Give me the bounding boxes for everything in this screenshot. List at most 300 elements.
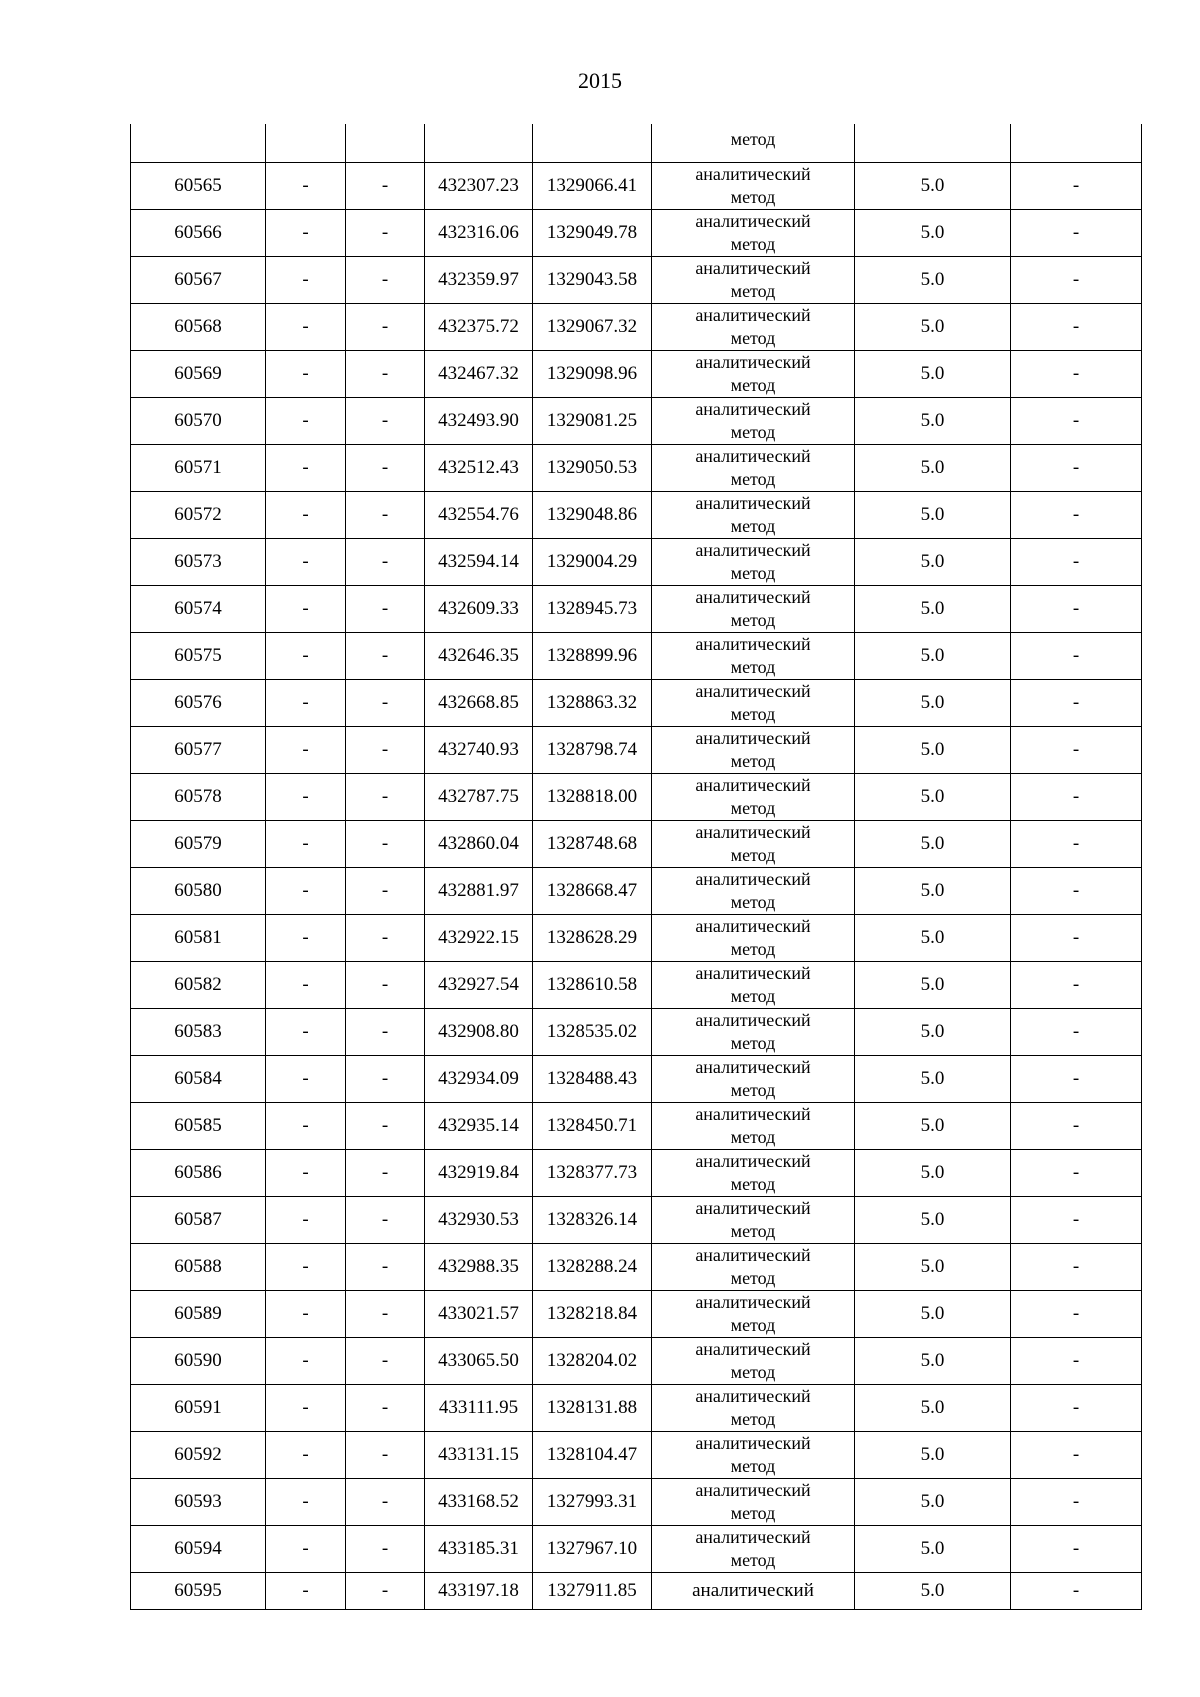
cell-id: 60568: [131, 303, 266, 350]
cell-accuracy: 5.0: [855, 1478, 1011, 1525]
cell-col2: -: [266, 1055, 346, 1102]
table-body: [131, 124, 1142, 1609]
method-line-2: метод: [730, 233, 776, 254]
cell-col8: -: [1011, 1055, 1142, 1102]
cell-x: 432935.14: [425, 1102, 533, 1149]
cell-col2: -: [266, 820, 346, 867]
table-row: [131, 1008, 1142, 1055]
method-line-1: аналитический: [695, 1526, 811, 1547]
cell-accuracy: 5.0: [855, 209, 1011, 256]
cell-accuracy: 5.0: [855, 961, 1011, 1008]
cell-y: 1327967.10: [533, 1525, 652, 1572]
method-text: [695, 1385, 810, 1431]
method-line-2: метод: [730, 1314, 776, 1335]
cell-accuracy: 5.0: [855, 350, 1011, 397]
cell-id: 60587: [131, 1196, 266, 1243]
cell-x: 432740.93: [425, 726, 533, 773]
cell-col3: -: [346, 1149, 425, 1196]
method-text: [695, 398, 810, 444]
table-row: [131, 350, 1142, 397]
cell-method: [652, 256, 855, 303]
cell-col8: -: [1011, 1243, 1142, 1290]
method-text: [695, 821, 810, 867]
cell-method: [652, 1008, 855, 1055]
method-line-1: аналитический: [695, 727, 811, 748]
cell-method: [652, 209, 855, 256]
cell-accuracy: 5.0: [855, 820, 1011, 867]
cell-col3: -: [346, 303, 425, 350]
method-text: [695, 257, 810, 303]
cell-col3: -: [346, 491, 425, 538]
cell-method: [652, 773, 855, 820]
cell-col8: -: [1011, 209, 1142, 256]
cell-col2: -: [266, 1196, 346, 1243]
cell-x: 432668.85: [425, 679, 533, 726]
method-line-2: метод: [730, 797, 776, 818]
method-text: [695, 539, 810, 585]
cell-y: 1328818.00: [533, 773, 652, 820]
cell-col3: -: [346, 256, 425, 303]
cell-x: 432316.06: [425, 209, 533, 256]
method-line-2: метод: [730, 562, 776, 583]
cell-y: 1328326.14: [533, 1196, 652, 1243]
cell-col8: -: [1011, 350, 1142, 397]
method-line-1: аналитический: [695, 633, 811, 654]
cell-accuracy: 5.0: [855, 397, 1011, 444]
cell-x: 433168.52: [425, 1478, 533, 1525]
cell-y: 1329050.53: [533, 444, 652, 491]
method-text: [695, 1479, 810, 1525]
cell-x: 432512.43: [425, 444, 533, 491]
cell-col3: -: [346, 1572, 425, 1609]
cell-col2: -: [266, 491, 346, 538]
cell-col3: -: [346, 1431, 425, 1478]
cell-accuracy: 5.0: [855, 914, 1011, 961]
cell-method: [652, 303, 855, 350]
method-line-1: аналитический: [695, 1479, 811, 1500]
method-line-2: метод: [730, 1220, 776, 1241]
cell-y: 1328488.43: [533, 1055, 652, 1102]
cell-method: [652, 1196, 855, 1243]
cell-method: [652, 397, 855, 444]
cell-col2: -: [266, 1008, 346, 1055]
cell-col2: -: [266, 1384, 346, 1431]
cell-col2: -: [266, 162, 346, 209]
cell-col8: -: [1011, 726, 1142, 773]
method-line-2: метод: [730, 844, 776, 865]
cell-col2: -: [266, 209, 346, 256]
cell-col2: -: [266, 538, 346, 585]
method-text: [695, 868, 810, 914]
method-text: [695, 351, 810, 397]
method-text: [695, 1432, 810, 1478]
table-row: [131, 867, 1142, 914]
page-number: 2015: [578, 68, 622, 93]
method-line-2: метод: [730, 985, 776, 1006]
cell-col3: -: [346, 1008, 425, 1055]
cell-id: 60581: [131, 914, 266, 961]
cell-method: [652, 726, 855, 773]
method-text: [695, 1150, 810, 1196]
table-row: [131, 1055, 1142, 1102]
cell-y: 1328218.84: [533, 1290, 652, 1337]
cell-accuracy: 5.0: [855, 867, 1011, 914]
cell-y: 1328131.88: [533, 1384, 652, 1431]
method-line-1: аналитический: [695, 1385, 811, 1406]
method-text: [695, 962, 810, 1008]
cell-x: 432930.53: [425, 1196, 533, 1243]
table-row: [131, 1337, 1142, 1384]
method-line-1: аналитический: [695, 398, 811, 419]
method-line-2: метод: [730, 515, 776, 536]
cell-x: 432359.97: [425, 256, 533, 303]
cell-id: 60577: [131, 726, 266, 773]
cell-col3: -: [346, 209, 425, 256]
method-line-1: аналитический: [695, 680, 811, 701]
cell-col8: -: [1011, 491, 1142, 538]
method-text: [695, 1244, 810, 1290]
cell-accuracy: 5.0: [855, 679, 1011, 726]
cell-col2: -: [266, 867, 346, 914]
table-row: [131, 397, 1142, 444]
cell-x: 433131.15: [425, 1431, 533, 1478]
cell-col3: -: [346, 679, 425, 726]
table-row: [131, 538, 1142, 585]
cell-col2: -: [266, 961, 346, 1008]
cell-col3: -: [346, 585, 425, 632]
cell-x: 432594.14: [425, 538, 533, 585]
cell-id: 60569: [131, 350, 266, 397]
cell-y: 1329048.86: [533, 491, 652, 538]
method-line-1: аналитический: [695, 1056, 811, 1077]
cell-col2: -: [266, 1478, 346, 1525]
cell-x: 432934.09: [425, 1055, 533, 1102]
cell-id: 60565: [131, 162, 266, 209]
cell-col2: -: [266, 1525, 346, 1572]
method-text: [695, 1338, 810, 1384]
cell-col3: -: [346, 773, 425, 820]
cell-y: 1328748.68: [533, 820, 652, 867]
cell-col8: -: [1011, 585, 1142, 632]
cell-id: 60574: [131, 585, 266, 632]
cell-x: 432307.23: [425, 162, 533, 209]
cell-x: 432881.97: [425, 867, 533, 914]
cell-id: 60595: [131, 1572, 266, 1609]
cell-col8: -: [1011, 1572, 1142, 1609]
cell-method: [652, 538, 855, 585]
cell-id: 60591: [131, 1384, 266, 1431]
table-row: [131, 209, 1142, 256]
cell-col3: -: [346, 632, 425, 679]
cell-col3: -: [346, 1243, 425, 1290]
method-line-1: аналитический: [695, 1103, 811, 1124]
method-text: [695, 586, 810, 632]
cell-id: 60592: [131, 1431, 266, 1478]
method-text: [695, 1103, 810, 1149]
method-line-1: аналитический: [695, 351, 811, 372]
method-line-1: аналитический: [695, 915, 811, 936]
cell-col2: -: [266, 679, 346, 726]
table-row: [131, 1431, 1142, 1478]
cell-y: 1328610.58: [533, 961, 652, 1008]
method-line-1: аналитический: [695, 163, 811, 184]
method-line-2: метод: [730, 1079, 776, 1100]
cell-accuracy: 5.0: [855, 1008, 1011, 1055]
method-line-2: метод: [730, 1361, 776, 1382]
method-text: [695, 1009, 810, 1055]
cell-col2: -: [266, 397, 346, 444]
method-text: [695, 304, 810, 350]
method-line-2: метод: [730, 468, 776, 489]
cell-method: [652, 867, 855, 914]
method-line-2: метод: [730, 656, 776, 677]
cell-col8: -: [1011, 1008, 1142, 1055]
cell-accuracy: 5.0: [855, 256, 1011, 303]
method-text: [695, 210, 810, 256]
cell-x: 432988.35: [425, 1243, 533, 1290]
cell-accuracy: 5.0: [855, 1149, 1011, 1196]
cell-method: [652, 444, 855, 491]
table-row: [131, 256, 1142, 303]
cell-accuracy: 5.0: [855, 491, 1011, 538]
method-line-1: аналитический: [695, 1150, 811, 1171]
cell-col8: -: [1011, 1290, 1142, 1337]
table-row: [131, 679, 1142, 726]
cell-y: 1327911.85: [533, 1572, 652, 1609]
cell-x: 432908.80: [425, 1008, 533, 1055]
table-row: [131, 1196, 1142, 1243]
cell-y: 1328204.02: [533, 1337, 652, 1384]
cell-method: [652, 914, 855, 961]
cell-col3: -: [346, 1055, 425, 1102]
method-line-1: аналитический: [695, 539, 811, 560]
cell-accuracy: 5.0: [855, 1055, 1011, 1102]
cell-id: 60590: [131, 1337, 266, 1384]
cell-col3: [346, 124, 425, 162]
cell-x: 433021.57: [425, 1290, 533, 1337]
table-row: [131, 444, 1142, 491]
cell-method: [652, 1337, 855, 1384]
cell-col3: -: [346, 444, 425, 491]
cell-col8: -: [1011, 256, 1142, 303]
cell-y: 1328104.47: [533, 1431, 652, 1478]
cell-y: 1328628.29: [533, 914, 652, 961]
cell-method: [652, 1243, 855, 1290]
cell-id: 60594: [131, 1525, 266, 1572]
cell-col3: -: [346, 867, 425, 914]
cell-col3: -: [346, 914, 425, 961]
cell-x: 432860.04: [425, 820, 533, 867]
cell-col8: -: [1011, 444, 1142, 491]
continuation-row: [131, 124, 1142, 162]
cell-col8: -: [1011, 1149, 1142, 1196]
cell-col8: -: [1011, 820, 1142, 867]
cell-accuracy: 5.0: [855, 1431, 1011, 1478]
method-line-1: аналитический: [695, 1432, 811, 1453]
method-line-2: метод: [730, 703, 776, 724]
cell-col2: [266, 124, 346, 162]
cell-y: 1328288.24: [533, 1243, 652, 1290]
method-line-1: аналитический: [695, 868, 811, 889]
table-row: [131, 726, 1142, 773]
cell-accuracy: 5.0: [855, 303, 1011, 350]
cell-accuracy: 5.0: [855, 585, 1011, 632]
cell-id: 60571: [131, 444, 266, 491]
cell-id: 60575: [131, 632, 266, 679]
cell-col8: -: [1011, 914, 1142, 961]
cell-accuracy: 5.0: [855, 1572, 1011, 1609]
cell-col8: -: [1011, 538, 1142, 585]
table-row: [131, 1384, 1142, 1431]
cell-col3: -: [346, 1525, 425, 1572]
cell-id: 60576: [131, 679, 266, 726]
method-tail-text: метод: [730, 129, 776, 149]
cell-method: [652, 820, 855, 867]
cell-method: [652, 1102, 855, 1149]
cell-col8: -: [1011, 867, 1142, 914]
method-line-2: метод: [730, 1549, 776, 1570]
cell-accuracy: 5.0: [855, 1102, 1011, 1149]
cell-accuracy: 5.0: [855, 1243, 1011, 1290]
cell-method: [652, 1149, 855, 1196]
cell-col8: -: [1011, 632, 1142, 679]
method-text: [695, 492, 810, 538]
cell-id: 60586: [131, 1149, 266, 1196]
table-row: [131, 632, 1142, 679]
cell-col8: -: [1011, 773, 1142, 820]
cell-col8: -: [1011, 1337, 1142, 1384]
cell-accuracy: 5.0: [855, 632, 1011, 679]
cell-y: [533, 124, 652, 162]
cell-y: 1328450.71: [533, 1102, 652, 1149]
cell-id: 60585: [131, 1102, 266, 1149]
cell-col2: -: [266, 632, 346, 679]
cell-x: 432493.90: [425, 397, 533, 444]
method-line-1: аналитический: [695, 1291, 811, 1312]
cell-method: [652, 1525, 855, 1572]
cell-col3: -: [346, 350, 425, 397]
cell-col3: -: [346, 1290, 425, 1337]
cell-id: 60572: [131, 491, 266, 538]
method-text: [695, 727, 810, 773]
cell-accuracy: 5.0: [855, 1384, 1011, 1431]
cell-x: 432787.75: [425, 773, 533, 820]
cell-id: [131, 124, 266, 162]
method-line-2: метод: [730, 280, 776, 301]
table-row: [131, 820, 1142, 867]
cell-col3: -: [346, 1337, 425, 1384]
cell-col8: -: [1011, 679, 1142, 726]
method-text: [695, 445, 810, 491]
cell-x: 432609.33: [425, 585, 533, 632]
method-line-2: метод: [730, 1267, 776, 1288]
cell-y: 1329098.96: [533, 350, 652, 397]
cell-col2: -: [266, 1337, 346, 1384]
cell-x: 433111.95: [425, 1384, 533, 1431]
cell-x: 432919.84: [425, 1149, 533, 1196]
table-row: [131, 1478, 1142, 1525]
cell-method: [652, 632, 855, 679]
table-row: [131, 773, 1142, 820]
cell-col8: -: [1011, 303, 1142, 350]
cell-id: 60580: [131, 867, 266, 914]
cell-accuracy: 5.0: [855, 1525, 1011, 1572]
cell-x: 433065.50: [425, 1337, 533, 1384]
method-line-1: аналитический: [695, 1338, 811, 1359]
method-line-2: метод: [730, 186, 776, 207]
method-text: [695, 915, 810, 961]
cell-col3: -: [346, 1196, 425, 1243]
method-line-2: метод: [730, 609, 776, 630]
cell-col8: -: [1011, 397, 1142, 444]
method-line-1: аналитический: [695, 492, 811, 513]
cell-y: 1329043.58: [533, 256, 652, 303]
cell-x: 432922.15: [425, 914, 533, 961]
cell-y: 1329049.78: [533, 209, 652, 256]
cell-col2: -: [266, 773, 346, 820]
cell-col2: -: [266, 1431, 346, 1478]
cell-col8: -: [1011, 1525, 1142, 1572]
cell-id: 60582: [131, 961, 266, 1008]
cell-col3: -: [346, 820, 425, 867]
table-row: [131, 1290, 1142, 1337]
cell-y: 1327993.31: [533, 1478, 652, 1525]
cell-x: 432646.35: [425, 632, 533, 679]
cell-method: [652, 1384, 855, 1431]
cell-accuracy: 5.0: [855, 1290, 1011, 1337]
cell-col2: -: [266, 1572, 346, 1609]
cell-col8: [1011, 124, 1142, 162]
table-row: [131, 303, 1142, 350]
method-line-1: аналитический: [695, 774, 811, 795]
cell-col2: -: [266, 444, 346, 491]
cell-accuracy: 5.0: [855, 162, 1011, 209]
table-row: [131, 914, 1142, 961]
cell-col3: -: [346, 1478, 425, 1525]
cell-accuracy: 5.0: [855, 1196, 1011, 1243]
method-line-2: метод: [730, 1173, 776, 1194]
cell-x: 433197.18: [425, 1572, 533, 1609]
method-line-1: аналитический: [695, 1009, 811, 1030]
cell-method: [652, 585, 855, 632]
method-line-2: метод: [730, 1455, 776, 1476]
cell-col3: -: [346, 726, 425, 773]
cell-id: 60566: [131, 209, 266, 256]
cell-accuracy: 5.0: [855, 773, 1011, 820]
cell-y: 1329066.41: [533, 162, 652, 209]
method-line-1: аналитический: [695, 821, 811, 842]
method-line-1: аналитический: [695, 210, 811, 231]
cell-id: 60578: [131, 773, 266, 820]
cell-col2: -: [266, 726, 346, 773]
cell-id: 60588: [131, 1243, 266, 1290]
cell-accuracy: 5.0: [855, 726, 1011, 773]
method-line-2: метод: [730, 938, 776, 959]
cell-col2: -: [266, 350, 346, 397]
cell-accuracy: [855, 124, 1011, 162]
method-line-1: аналитический: [695, 304, 811, 325]
method-line-2: метод: [730, 1032, 776, 1053]
cell-col3: -: [346, 1102, 425, 1149]
method-text: [695, 163, 810, 209]
cell-x: 433185.31: [425, 1525, 533, 1572]
cell-method: [652, 1478, 855, 1525]
method-line-1: аналитический: [695, 962, 811, 983]
cell-id: 60593: [131, 1478, 266, 1525]
table-row: [131, 1102, 1142, 1149]
cell-id: 60570: [131, 397, 266, 444]
table-row: [131, 585, 1142, 632]
